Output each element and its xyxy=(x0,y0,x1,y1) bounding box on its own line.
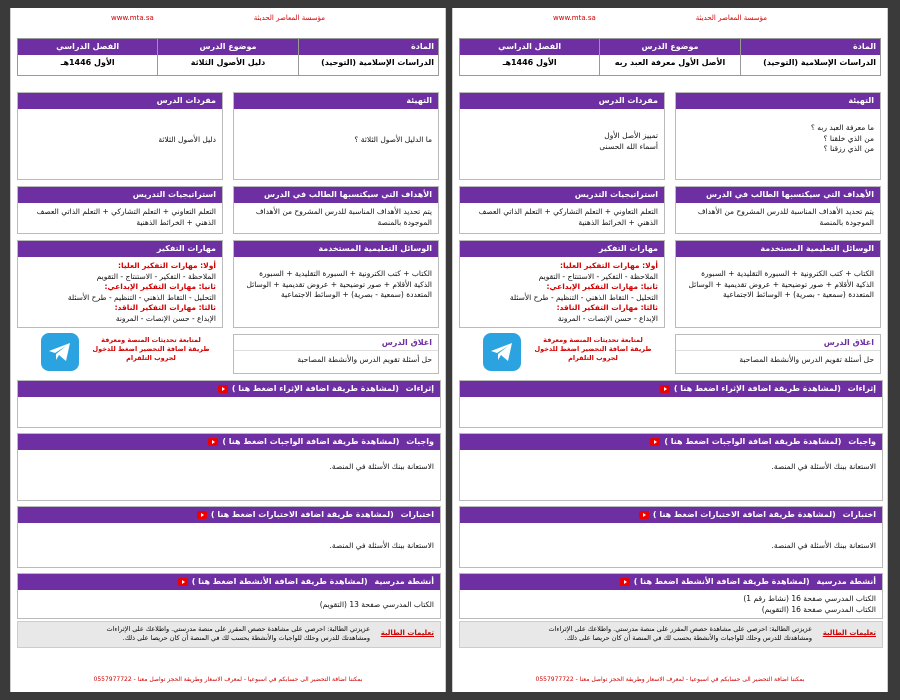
intro-section xyxy=(233,92,439,180)
vocab-title: مفردات الدرس xyxy=(460,93,664,109)
term-header: الفصل الدراسي xyxy=(460,39,599,55)
thinking-value-1: الملاحظة - التفكير - الاستنتاج - التقويم xyxy=(538,271,658,281)
closing-section xyxy=(233,334,439,374)
topic-value: الأصل الأول معرفة العبد ربه xyxy=(599,55,739,75)
subject-value: الدراسات الإسلامية (التوحيد) xyxy=(298,55,438,75)
vocab-line: أسماء الله الحسنى xyxy=(599,141,658,151)
tests-title: اختبارات xyxy=(842,510,876,519)
tests-text: الاستعانة ببنك الأسئلة في المنصة. xyxy=(771,541,876,550)
youtube-icon[interactable] xyxy=(650,438,660,446)
organization-name: مؤسسة المعاصر الحديثة xyxy=(695,14,767,22)
thinking-label-3: ثالثا: مهارات التفكير الناقد: xyxy=(556,303,658,312)
activities-section xyxy=(459,573,883,619)
homework-text: الاستعانة ببنك الأسئلة في المنصة. xyxy=(329,462,434,471)
thinking-value-3: الإبداع - حسن الإنصات - المرونة xyxy=(115,313,216,323)
notes-text: عزيزتي الطالبة: احرصي على مشاهدة حصص المقرر على منصة مدرستي. واطلاعك على الإثراءات ومشاهدتك للدرس وحلك للواجبات والأنشطة بحسب لك في المنصة أن كان حريصا على ذلك. xyxy=(106,625,370,643)
enrichment-title: إثراءات xyxy=(847,384,876,393)
tests-section xyxy=(17,506,441,568)
website-link[interactable]: www.mta.sa xyxy=(111,14,154,22)
tests-text: الاستعانة ببنك الأسئلة في المنصة. xyxy=(329,541,434,550)
telegram-promo-text[interactable]: لمتابعة تحديثات المنصة ومعرفة طريقة اضافة التحضير اضغط للدخول لجروب التلقرام xyxy=(92,336,210,362)
youtube-icon[interactable] xyxy=(208,438,218,446)
goals-text: يتم تحديد الأهداف المناسبة للدرس المشروح من الأهداف الموجودة بالمنصة xyxy=(697,207,874,227)
enrichment-video-link[interactable]: (لمشاهدة طريقة اضافة الإثراء اضغط هنا ) xyxy=(231,384,399,393)
thinking-label-2: ثانيا: مهارات التفكير الإبداعي: xyxy=(546,282,658,291)
tests-video-link[interactable]: (لمشاهدة طريقة اضافة الاختبارات اضغط هنا ) xyxy=(652,510,836,519)
page-header xyxy=(11,8,445,30)
youtube-icon[interactable] xyxy=(620,578,630,586)
website-link[interactable]: www.mta.sa xyxy=(553,14,596,22)
activities-title: أنشطة مدرسية xyxy=(374,577,434,586)
homework-section xyxy=(459,433,883,501)
youtube-icon[interactable] xyxy=(197,511,207,519)
vocab-line: تمييز الأصل الأول xyxy=(604,131,658,140)
homework-video-link[interactable]: (لمشاهدة طريقة اضافة الواجبات اضغط هنا ) xyxy=(664,437,842,446)
vocab-section xyxy=(17,92,223,180)
vocab-title: مفردات الدرس xyxy=(18,93,222,109)
thinking-label-1: أولا: مهارات التفكير العليا: xyxy=(118,261,216,270)
lesson-plan-page-2 xyxy=(10,8,446,692)
term-value: الأول 1446هـ xyxy=(60,58,115,67)
lesson-meta-table xyxy=(459,38,881,76)
media-title: الوسائل التعليمية المستخدمة xyxy=(234,241,438,257)
homework-title: واجبات xyxy=(848,437,876,446)
tests-video-link[interactable]: (لمشاهدة طريقة اضافة الاختبارات اضغط هنا ) xyxy=(210,510,394,519)
activity-line: الكتاب المدرسي صفحة 16 (نشاط رقم 1) xyxy=(743,594,876,603)
thinking-value-3: الإبداع - حسن الإنصات - المرونة xyxy=(557,313,658,323)
youtube-icon[interactable] xyxy=(178,578,188,586)
telegram-promo-text[interactable]: لمتابعة تحديثات المنصة ومعرفة طريقة اضافة التحضير اضغط للدخول لجروب التلقرام xyxy=(534,336,652,362)
homework-title: واجبات xyxy=(406,437,434,446)
notes-label: تعليمات الطالبة xyxy=(822,629,876,637)
closing-title: اغلاق الدرس xyxy=(234,335,438,351)
lesson-meta-table xyxy=(17,38,439,76)
telegram-icon[interactable] xyxy=(483,333,521,371)
notes-label: تعليمات الطالبة xyxy=(380,629,434,637)
thinking-value-2: التحليل - التقاط الذهني - التنظيم - طرح الأسئلة xyxy=(67,292,216,302)
enrichment-title: إثراءات xyxy=(405,384,434,393)
strategies-title: استراتيجيات التدريس xyxy=(460,187,664,203)
thinking-value-2: التحليل - التقاط الذهني - التنظيم - طرح الأسئلة xyxy=(509,292,658,302)
goals-section xyxy=(233,186,439,234)
youtube-icon[interactable] xyxy=(639,511,649,519)
intro-section xyxy=(675,92,881,180)
term-value: الأول 1446هـ xyxy=(502,58,557,67)
strategies-text: التعلم التعاوني + التعلم التشاركي + التعلم الذاتي العصف الذهني + الخرائط الذهنية xyxy=(36,207,216,227)
enrichment-video-link[interactable]: (لمشاهدة طريقة اضافة الإثراء اضغط هنا ) xyxy=(673,384,841,393)
topic-value: دليل الأصول الثلاثة xyxy=(157,55,297,75)
topic-header: موضوع الدرس xyxy=(599,39,739,55)
goals-title: الأهداف التي سيكتسبها الطالب في الدرس xyxy=(234,187,438,203)
thinking-section xyxy=(17,240,223,328)
enrichment-section xyxy=(459,380,883,428)
notes-text: عزيزتي الطالبة: احرصي على مشاهدة حصص المقرر على منصة مدرستي. واطلاعك على الإثراءات ومشاهدتك للدرس وحلك للواجبات والأنشطة بحسب لك في المنصة أن كان حريصا على ذلك. xyxy=(548,625,812,643)
thinking-label-1: أولا: مهارات التفكير العليا: xyxy=(560,261,658,270)
tests-section xyxy=(459,506,883,568)
activity-line: الكتاب المدرسي صفحة 13 (التقويم) xyxy=(319,600,434,609)
media-title: الوسائل التعليمية المستخدمة xyxy=(676,241,880,257)
media-text: الكتاب + كتب الكترونية + السبورة التقليدية + السبورة الذكية الأقلام + صور توضيحية + عروض تقديمية + الوسائل المتعددة (سمعية - بصرية) + الوسائط الاجتماعية xyxy=(246,269,432,299)
subject-header: المادة xyxy=(298,39,438,55)
strategies-title: استراتيجيات التدريس xyxy=(18,187,222,203)
homework-text: الاستعانة ببنك الأسئلة في المنصة. xyxy=(771,462,876,471)
closing-section xyxy=(675,334,881,374)
intro-line: ما معرفة العبد ربه ؟ xyxy=(810,123,874,132)
activity-line: الكتاب المدرسي صفحة 16 (التقويم) xyxy=(761,604,876,614)
homework-video-link[interactable]: (لمشاهدة طريقة اضافة الواجبات اضغط هنا ) xyxy=(222,437,400,446)
thinking-section xyxy=(459,240,665,328)
thinking-value-1: الملاحظة - التفكير - الاستنتاج - التقويم xyxy=(96,271,216,281)
term-header: الفصل الدراسي xyxy=(18,39,157,55)
youtube-icon[interactable] xyxy=(660,385,670,393)
intro-line: ما الدليل الأصول الثلاثة ؟ xyxy=(354,135,432,144)
media-section xyxy=(233,240,439,328)
youtube-icon[interactable] xyxy=(218,385,228,393)
closing-title: اغلاق الدرس xyxy=(676,335,880,351)
strategies-section xyxy=(459,186,665,234)
intro-title: التهيئة xyxy=(676,93,880,109)
enrichment-section xyxy=(17,380,441,428)
goals-section xyxy=(675,186,881,234)
activities-video-link[interactable]: (لمشاهدة طريقة اضافة الأنشطة اضغط هنا ) xyxy=(633,577,810,586)
media-section xyxy=(675,240,881,328)
vocab-line: دليل الأصول الثلاثة xyxy=(158,135,216,144)
strategies-text: التعلم التعاوني + التعلم التشاركي + التعلم الذاتي العصف الذهني + الخرائط الذهنية xyxy=(478,207,658,227)
goals-text: يتم تحديد الأهداف المناسبة للدرس المشروح من الأهداف الموجودة بالمنصة xyxy=(255,207,432,227)
vocab-section xyxy=(459,92,665,180)
page-footer: بمكننا اضافة التحضير الى حسابكم في اسبوعيا - لمعرف الاسعار وطريقة الحجز تواصل معنا - 0557977722 xyxy=(93,676,363,683)
activities-title: أنشطة مدرسية xyxy=(816,577,876,586)
activities-section xyxy=(17,573,441,619)
strategies-section xyxy=(17,186,223,234)
media-text: الكتاب + كتب الكترونية + السبورة التقليدية + السبورة الذكية الأقلام + صور توضيحية + عروض تقديمية + الوسائل المتعددة (سمعية - بصرية) + الوسائط الاجتماعية xyxy=(688,269,874,299)
intro-line: من الذي رزقنا ؟ xyxy=(823,144,874,153)
telegram-icon[interactable] xyxy=(41,333,79,371)
tests-title: اختبارات xyxy=(400,510,434,519)
subject-header: المادة xyxy=(740,39,880,55)
intro-line: من الذي خلقنا ؟ xyxy=(823,133,874,143)
page-header xyxy=(453,8,887,30)
page-footer: بمكننا اضافة التحضير الى حسابكم في اسبوعيا - لمعرف الاسعار وطريقة الحجز تواصل معنا - 0557977722 xyxy=(535,676,805,683)
goals-title: الأهداف التي سيكتسبها الطالب في الدرس xyxy=(676,187,880,203)
student-notes xyxy=(17,621,441,648)
thinking-label-2: ثانيا: مهارات التفكير الإبداعي: xyxy=(104,282,216,291)
activities-video-link[interactable]: (لمشاهدة طريقة اضافة الأنشطة اضغط هنا ) xyxy=(191,577,368,586)
closing-text: حل أسئلة تقويم الدرس والأنشطة المصاحبة xyxy=(739,355,874,364)
thinking-title: مهارات التفكير xyxy=(18,241,222,257)
telegram-promo[interactable] xyxy=(459,333,659,373)
lesson-plan-page-1 xyxy=(452,8,888,692)
telegram-promo[interactable] xyxy=(17,333,217,373)
closing-text: حل أسئلة تقويم الدرس والأنشطة المصاحبة xyxy=(297,355,432,364)
thinking-label-3: ثالثا: مهارات التفكير الناقد: xyxy=(114,303,216,312)
subject-value: الدراسات الإسلامية (التوحيد) xyxy=(740,55,880,75)
homework-section xyxy=(17,433,441,501)
thinking-title: مهارات التفكير xyxy=(460,241,664,257)
topic-header: موضوع الدرس xyxy=(157,39,297,55)
student-notes xyxy=(459,621,883,648)
organization-name: مؤسسة المعاصر الحديثة xyxy=(253,14,325,22)
intro-title: التهيئة xyxy=(234,93,438,109)
